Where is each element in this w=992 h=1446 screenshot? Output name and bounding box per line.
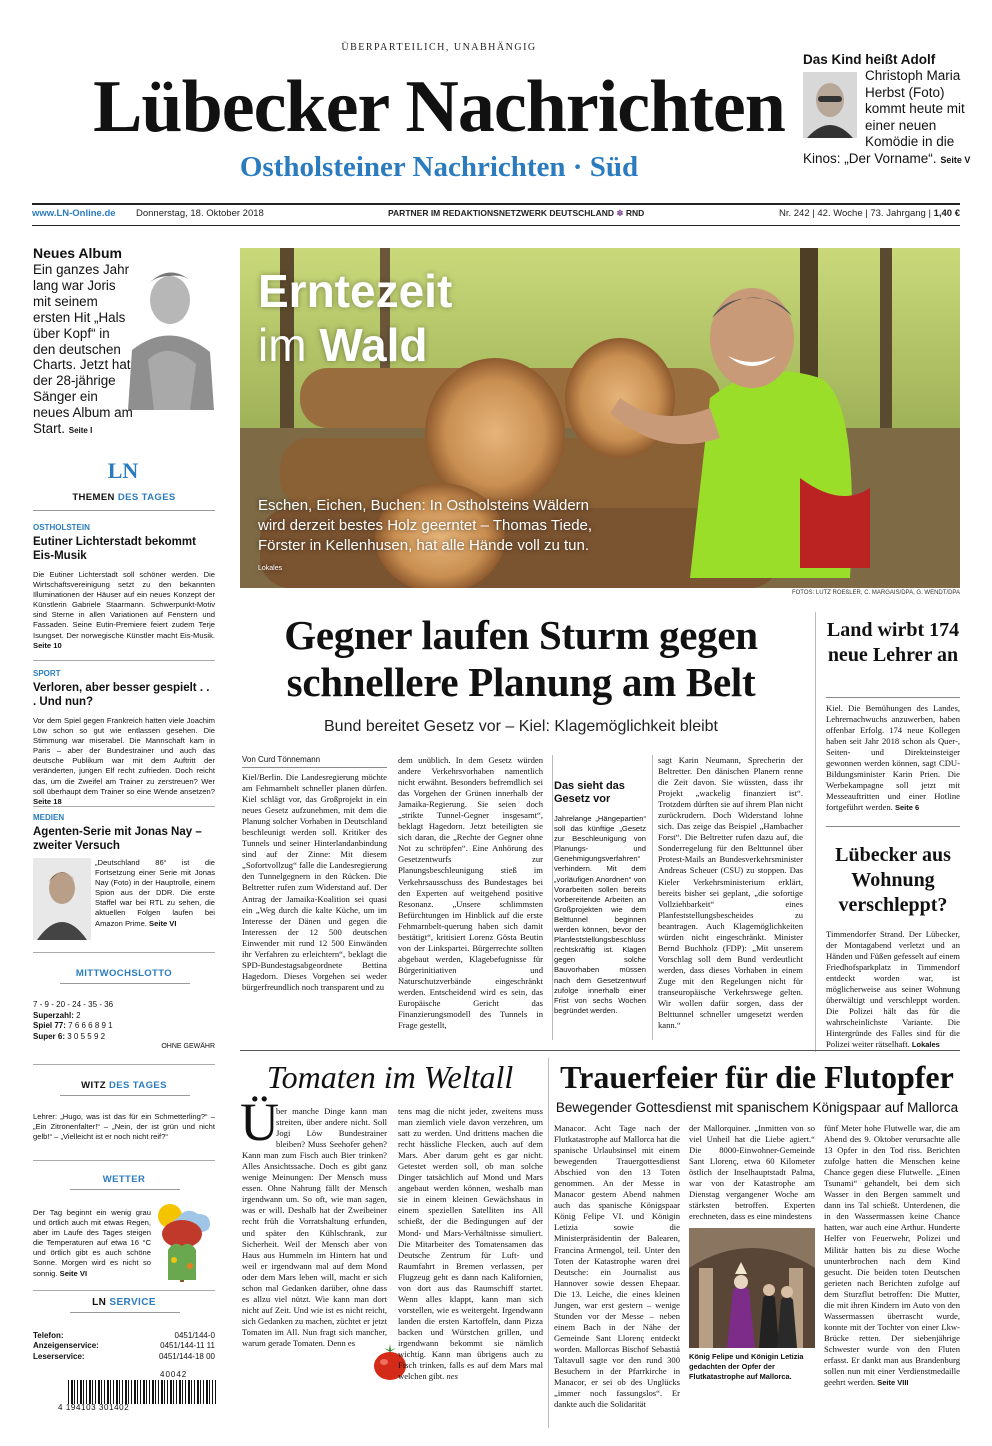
barcode bbox=[68, 1380, 216, 1404]
right1-text: Kiel. Die Bemühungen des Landes, Lehrernachwuchs anzuwerben, haben offenbar Erfolg. 174 neue Kollegen haben seit Jahr 2018 schon als Quer-, Seiten- und Direkteinsteiger gewonnen werden können, sagt CDU-Bildungsminister Karin Prien. Die Werbekampagne soll jetzt mit Messeauftritten und einer Hotline fortgeführt werden. Seite 6 bbox=[826, 703, 960, 813]
info-bar bbox=[32, 208, 960, 222]
trauer-col-2: der Mallorquiner. „Inmitten von so viel Unheil hat die Liebe agiert.“ Die 8000-Einwohner-Gemeinde Sant Llorenç, etwa 60 Kilometer östlich der Inselhauptstadt Palma, war von der Katastrophe am Dienstag vergangener Woche am stärksten betroffen. Experten erechneten, dass es eine mindestens bbox=[689, 1123, 815, 1222]
lead-deck: Bund bereitet Gesetz vor – Kiel: Klagemöglichkeit bleibt bbox=[324, 718, 718, 735]
weather-illustration bbox=[150, 1200, 216, 1288]
tomaten-col-2: tens mag die nicht jeder, zweitens muss man ziemlich viele davon verzehren, um satt zu werden. Und drittens machen die recht hässliche Flecken, auch auf dem Mars. Aber darum geht es gar nicht. Getestet werden soll, ob man solche Dinger tatsächlich auf Mond und Mars angebaut werden können, weshalb man sie in einem kleinen Gewächshaus in einem speziellen Satelliten ins All schießt, der die Bedingungen auf der Mond- und Mars-Verhältnisse simuliert. Die Mitarbeiter des Tomatensamen das Deutsche Zentrum für Luft- und Raumfahrt in Bremen verlassen, per Flugzeug geht es dann nach Kalifornien, von dort aus das Raumschiff startet. Wenn alles klappt, kann man sich vorstellen, wie es weitergeht. Irgendwann landen die ersten Kartoffeln, dann Pizza backen und Würstchen grillen, und irgendwann bekommt sie nämlich wichtig. Kann man übrigens auch zu Fisch trinken, falls es auf dem Mars mal welchen gibt. nes bbox=[398, 1106, 543, 1382]
service-list: Telefon: 0451/144-0 Anzeigenservice: 0451/144-11 11 Leserservice: 0451/144-18 00 bbox=[33, 1331, 215, 1361]
t3-heading[interactable]: Agenten-Serie mit Jonas Nay – zweiter Versuch bbox=[33, 826, 202, 852]
right1-heading[interactable]: Land wirbt 174 neue Lehrer an bbox=[826, 619, 960, 666]
lead-col-2: dem unüblich. In dem Gesetz würden andere Verkehrsvorhaben namentlich nicht erwähnt. Besonders befremdlich sei das Vorgehen der Grünen innerhalb der Jamaika-Regierung. Sie seien doch „strikte Tunnel-Gegner insgesamt“, beklagt Hagedorn. Jetzt beteiligten sie sich daran, die „Rechte der Gegner ohne Not zu schröpfen“. Eine Anhörung des Gesetzentwurfs zur Planungsbeschleunigung stieß im Verkehrsausschuss des Bundestages bei den Experten auf weitgehend positive Resonanz. „Unsere schlimmsten Befürchtungen im Hinblick auf die erste Fehmarnbelt-querung haben sich damit bestätigt“, kritisiert Lorenz Gösta Beutin von der Linkspartei. Bürgerrechte sollten abgebaut werden, Klagebefugnisse für Bürgerinitiativen und Naturschutzverbände eingeschränkt werden. Entscheidend wird es sein, das Europäische Gericht das Finanzierungsmodell des Tunnels in Frage gestellt, bbox=[398, 755, 543, 1031]
masthead-subtitle: Ostholsteiner Nachrichten · Süd bbox=[239, 151, 639, 183]
wetter-heading: WETTER bbox=[102, 1174, 146, 1185]
album-text: Ein ganzes Jahr lang war Joris mit seinem ersten Hit „Hals über Kopf“ in den deutschen Charts. Jetzt hat der 28-jährige Sänger ein neues Album am Start. Seite I bbox=[33, 262, 133, 437]
ln-logo: LN bbox=[107, 458, 139, 483]
lead-col-1: Kiel/Berlin. Die Landesregierung möchte am Fehmarnbelt schneller planen dürfen. Kiel schlägt vor, das Großprojekt in ein neues Gesetz aufzunehmen, mit dem die Planung solcher Vorhaben in Deutschland beschleunigt werden soll. Kritiker des Tunnels und seiner Hinterlandanbindung sind auf der Zinne: Mit diesem „Sofortvollzug“ falle die Landesregierung den Tunnelgegnern in den Rücken. Die Beltretter rufen zum Widerstand auf. Der Antrag der Jamaika-Koalition sei quasi ein „Weg durch die kalte Küche, um im Interesse der Dänen und gegen die Interessen der 12 500 deutschen Einwender mit rund 12 500 Einwänden ihr Verfahren zu erleichtern“, beklagt die SPD-Bundestagsabgeordnete Bettina Hagedorn. Dieses Vorgehen sei weder bürgerfreundlich noch transparent und zu bbox=[242, 772, 387, 992]
issue-info: Nr. 242 | 42. Woche | 73. Jahrgang | 1,40 € bbox=[779, 208, 960, 219]
lead-box-text: Jahrelange „Hängepartien“ soll das künftige „Gesetz zur Beschleunigung von Planungs- und Genehmigungsverfahren“ verhindern. Mit dem „vorläufigen Anordnen“ von Vorarbeiten sollen bereits vorbereitende Arbeiten an Großprojekten wie dem Belttunnel beginnen werden können, bevor der Planfeststellungsbeschluss rechtskräftig ist. Klagen gegen solche Bauvorhaben müssen nach dem Gesetzentwurf zufolge innerhalb einer Frist von sechs Wochen begründet werden. bbox=[554, 814, 646, 1015]
t1-kicker: OSTHOLSTEIN bbox=[33, 523, 90, 532]
lead-headline[interactable]: Gegner laufen Sturm gegen schnellere Planung am Belt bbox=[284, 612, 758, 705]
photo-credit: FOTOS: LUTZ ROEßLER, C. MARGAIS/DPA, G. WENDT/DPA bbox=[791, 590, 960, 596]
album-heading[interactable]: Neues Album bbox=[33, 245, 122, 261]
t3-kicker: MEDIEN bbox=[33, 813, 65, 822]
lead-col-4: sagt Karin Neumann, Sprecherin der Beltretter. Den dänischen Planern renne die Zeit davon. Sie wüssten, dass ihr Projekt „wackelig finanziert ist“. Trotzdem dürften sie auf ihrem Plan nicht zurückrudern. Doch Widerstand lohne sich. Das zeige das Beispiel „Hambacher Forst“. Die Beltretter rufen dazu auf, die Sonderregelung für den Belttunnel über Protest-Mails an Bundesverkehrsminister Andreas Scheuer (CSU) zu stoppen. Das Kieler Verkehrsministerium erklärt, bereits bisher sei geplant, „die sofortige Vollziehbarkeit“ eines Planfeststellungsbescheides zu beantragen. Auch Klagemöglichkeiten würden nicht eingeschränkt. Minister Bernd Buchholz (FDP): „Mit unserem Vorschlag soll dem Bund verdeutlicht werden, dass dieses Vorhaben in einem Zuge mit den Regelungen nicht für transeuropäische Verkehrswege gelten. Wir wollen dafür sorgen, dass der Belttunnel schneller umgesetzt werden kann.“ bbox=[658, 755, 803, 1031]
tomaten-col-1: ber manche Dinge kann man streiten, über andere nicht. Soll Jogi Löw Bundestrainer bleiben? Muss Seehofer gehen? Kann man zum Fisch auch Bier trinken? Alles Ansichtssache. Doch es gibt ganz wenige Meinungen: Der Mensch muss essen. Ohne Nahrung fällt der Mensch irgendwann um. So oft, wie man sagen, was er will. Deshalb hat der Zweibeiner recht früh die Vorratshaltung erfunden, und später den Kühlschrank, zur Sicherheit. Weil der Mensch aber von Haus aus Hummeln im Hintern hat und weil er irgendwann mal auf dem Mond oder dem Mars leben will, macht er sich schon mal Gedanken darüber, ohne dass es allzu viel nützt. Wie kann man dort nicht auf Zeit. Und wie ist es nicht reicht, sich Gedanken zu machen, züchtet er jetzt Tomaten im All. Nun fragt sich mancher, warum gerade Tomaten. Denn es bbox=[242, 1106, 387, 1348]
hero-title: Erntezeit im Wald bbox=[258, 265, 453, 371]
barcode-supplement: 40042 bbox=[160, 1370, 188, 1379]
right2-text: Timmendorfer Strand. Der Lübecker, der Montagabend verletzt und an Händen und Füßen gefesselt auf einem Friedhofsparkplatz in Timmendorf entdeckt worden war, ist möglicherweise aus seiner Wohnung überwältigt und verschleppt worden. Die Polizei hält das für die wahrscheinlichste Variante. Die Hintergründe des Falles sind für die Polizei weiter rätselhaft. Lokales bbox=[826, 929, 960, 1050]
themen-des-tages-heading: THEMEN DES TAGES bbox=[72, 492, 176, 503]
lead-box-title: Das sieht das Gesetz vor bbox=[554, 780, 625, 805]
trauer-heading[interactable]: Trauerfeier für die Flutopfer bbox=[560, 1059, 954, 1095]
right2-heading[interactable]: Lübecker aus Wohnung verschleppt? bbox=[835, 844, 951, 916]
website-link[interactable]: www.LN-Online.de bbox=[32, 208, 116, 219]
teaser-top-text: Christoph Maria Herbst (Foto) kommt heute mit einer neuen Komödie in die Kinos: „Der Vorname“. Seite V bbox=[803, 68, 971, 166]
hero-caption: Eschen, Eichen, Buchen: In Ostholsteins Wäldern wird derzeit bestes Holz geerntet – Thomas Tiede, Förster in Kellenhusen, hat alle Hände voll zu tun. Lokales bbox=[258, 497, 593, 572]
lotto-results: 7 - 9 - 20 - 24 - 35 - 36 Superzahl: 2 Spiel 77: 7 6 6 6 8 9 1 Super 6: 3 0 5 5 9 2 OHNE GEWÄHR bbox=[33, 1000, 215, 1050]
trauer-photo-caption: König Felipe und Königin Letizia gedachten der Opfer der Flutkatastrophe auf Mallorca. bbox=[689, 1352, 804, 1381]
t1-heading[interactable]: Eutiner Lichterstadt bekommt Eis-Musik bbox=[33, 536, 196, 562]
lead-byline: Von Curd Tönnemann bbox=[242, 755, 321, 764]
tomaten-heading[interactable]: Tomaten im Weltall bbox=[266, 1059, 514, 1095]
t2-heading[interactable]: Verloren, aber besser gespielt . . . Und nun? bbox=[33, 682, 210, 708]
wetter-text: Der Tag beginnt ein wenig grau und örtlich auch mit etwas Regen, aber im Laufe des Tages steigen die Temperaturen auf etwa 16 °C und örtlich gibt es auch schöne Sonne. Morgen wird es nicht so sonnig. Seite VI bbox=[33, 1208, 151, 1278]
rnd-icon: ✽ bbox=[616, 208, 624, 218]
masthead-tagline: ÜBERPARTEILICH, UNABHÄNGIG bbox=[341, 42, 537, 53]
teaser-top-heading[interactable]: Das Kind heißt Adolf bbox=[803, 52, 936, 67]
tomaten-dropcap: Ü bbox=[240, 1092, 279, 1152]
trauer-photo[interactable] bbox=[689, 1228, 815, 1348]
t2-text: Vor dem Spiel gegen Frankreich hatten viele Joachim Löw schon so gut wie entlassen gesehen. Die Stimmung war miserabel. Die Mannschaft kam in Paris – aber der Bundestrainer und auch das deutsche Publikum war mit dem Auftritt der veränderten, jungen Elf recht zufrieden. Doch reicht das, um die Zweifel am Trainer zu zerstreuen? Wer soll überhaupt dem Trainer so eine Wende ansetzen? Seite 18 bbox=[33, 716, 215, 806]
teaser-top-ref: Seite V bbox=[940, 154, 971, 165]
issue-date: Donnerstag, 18. Oktober 2018 bbox=[136, 208, 264, 219]
t1-text: Die Eutiner Lichterstadt soll schöner werden. Die Wirtschaftsvereinigung setzt zu den bekannten Illuminationen der Häuser auf ein neues Konzept der Künstlerin Gabriele Staarmann. Schwerpunkt-Motiv sind Sterne in allen Variationen auf Fenstern und Fassaden. Seine Eutin-Premiere feiert zudem Terje Isungset. Der norwegische Künstler macht Eis-Musik. Seite 10 bbox=[33, 570, 215, 650]
trauer-col-1: Manacor. Acht Tage nach der Flutkatastrophe auf Mallorca hat die spanische Urlaubsinsel mit einem bewegenden Trauergottesdienst Abschied von den 13 Toten genommen. An der Messe in Manacor gestern Abend nahmen auch das spanische Königspaar König Felipe VI. und Königin Letizia sowie die Ministerpräsidentin der Balearen, Francina Armengol, teil. Unter den Toten der Katastrophe waren drei Deutsche: ein Journalist aus Hannover sowie dessen Ehepaar. Die 13. Leiche, die eines kleinen Jungen, war erst gestern – wenige Stunden vor der Messe – neben einem Bach in der Nähe der Gemeinde Sant Llorenç entdeckt worden. Mallorcas Bischof Sebastià Taltavull sagte vor den rund 300 Besuchern in der Pfarrkirche in Manacor, er sei ob des Unglücks „immer noch fassungslos“. Er dankte auch die Solidarität bbox=[554, 1123, 680, 1410]
witz-heading: WITZ DES TAGES bbox=[81, 1080, 167, 1091]
barcode-number: 4 194103 301402 bbox=[58, 1403, 130, 1412]
lotto-heading: MITTWOCHSLOTTO bbox=[75, 968, 173, 979]
t3-text: „Deutschland 86“ ist die Fortsetzung einer Serie mit Jonas Nay (Foto) in der Hauptrolle, einem Spion aus der DDR. Die erste Staffel war bei RTL zu sehen, die aktuellen Folgen laufen bei Amazon Prime. Seite VI bbox=[95, 858, 215, 928]
partner-text: PARTNER IM REDAKTIONSNETZWERK DEUTSCHLAND ✽ RND bbox=[388, 208, 645, 218]
t2-kicker: SPORT bbox=[33, 669, 61, 678]
trauer-col-3: fünf Meter hohe Flutwelle war, die am Abend des 9. Oktober verursachte alle 13 Opfer in den Tod riss. Berichten zufolge hatten die Menschen keine Chance gegen diese Flutwelle. „Einen Tsunami“ gehandelt, bei dem sich Wasser in den Bergen sammelt und dann ins Tal schießt. Unterdenen, die in den Wassermassen keine Chance hatten, war auch eine Arthur. Hunderte Helfer von Feuerwehr, Polizei und Militär hatten bis zu diese Woche ununterbrochen nach dem Kind gesucht. Die beiden toten Deutschen gerieten nach Berichten zufolge auf dem Sturzflut betroffen: Die Mutter, die mit ihren Kindern im Auto von den Wassermassen überrascht wurde, konnte mit der Tochter von einer Lkw-Brücke retten. Der siebenjährige Schwester wurde von den Fluten erfasst. Er dankt man aus Brandenburg sollen nun mit einer Verdienstmedaille geehrt werden. Seite VIII bbox=[824, 1123, 960, 1388]
masthead-title: Lübecker Nachrichten bbox=[93, 66, 785, 148]
service-heading: LN SERVICE bbox=[92, 1297, 156, 1308]
witz-text: Lehrer: „Hugo, was ist das für ein Schmetterling?“ – „Ein Zitronenfalter!“ – „Nein, der ist grün und nicht gelb!“ – „Vielleicht ist er noch nicht reif?“ bbox=[33, 1112, 215, 1142]
trauer-deck: Bewegender Gottesdienst mit spanischem Königspaar auf Mallorca bbox=[555, 1100, 959, 1115]
